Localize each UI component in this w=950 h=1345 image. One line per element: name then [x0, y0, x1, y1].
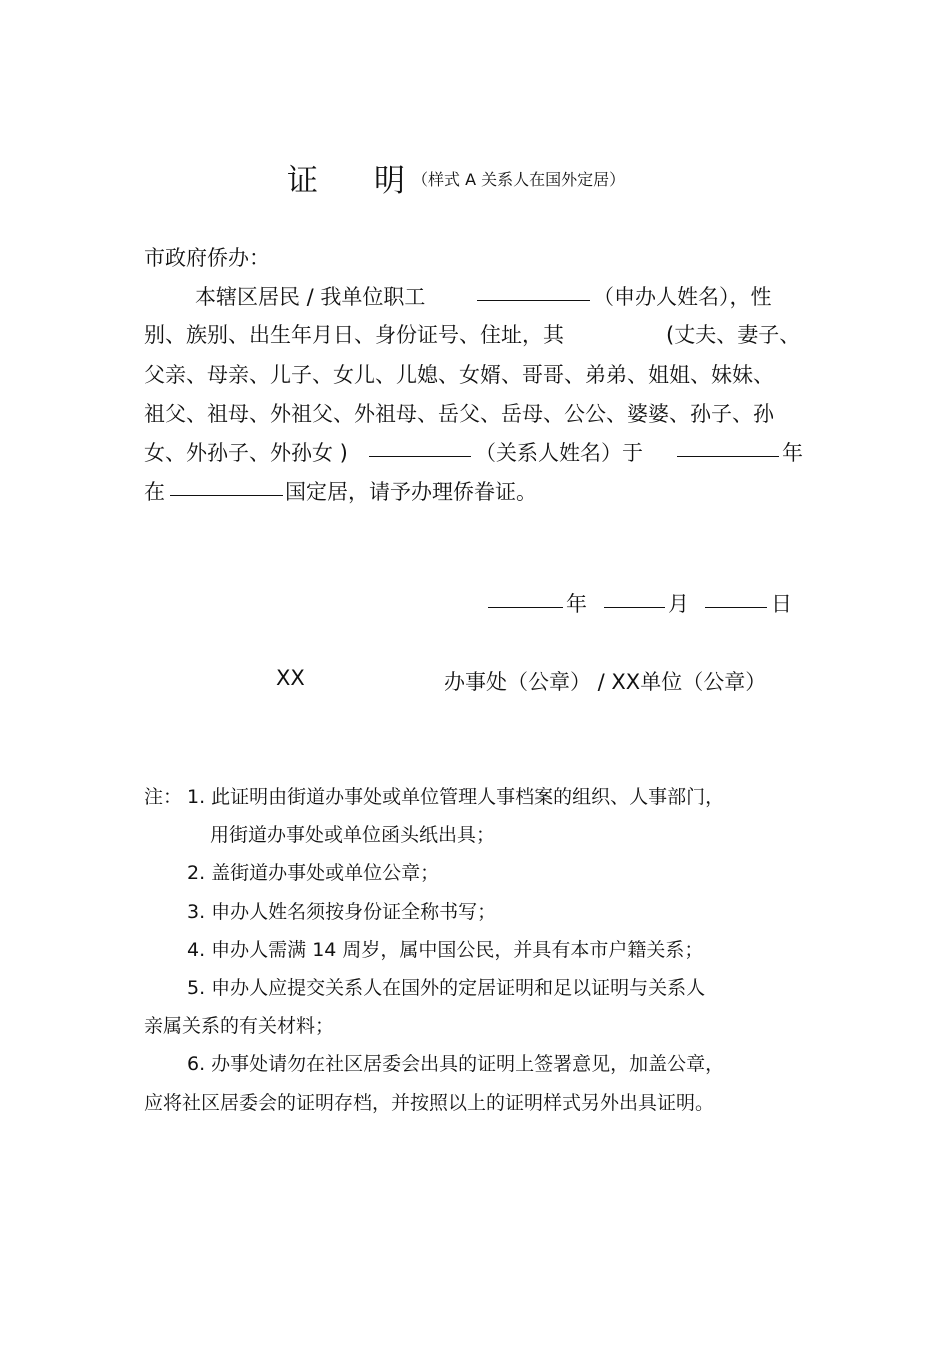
note-1b: 用街道办事处或单位函头纸出具； [210, 824, 496, 846]
year-blank [677, 440, 779, 457]
notes-label: 注： [144, 786, 183, 808]
title-char-1: 证 [287, 163, 318, 199]
body-line-2a: 别、族别、出生年月日、身份证号、住址，其 [144, 323, 564, 347]
body-line-1a: 本辖区居民 / 我单位职工 [195, 285, 426, 309]
salutation: 市政府侨办： [144, 246, 270, 270]
title-subtitle: （样式 A 关系人在国外定居） [412, 170, 626, 189]
body-line-3: 父亲、母亲、儿子、女儿、儿媳、女婿、哥哥、弟弟、姐姐、妹妹、 [144, 363, 774, 387]
body-line-2b: (丈夫、妻子、 [666, 323, 801, 347]
body-line-5a: 女、外孙子、外孙女 ) [144, 441, 348, 465]
note-1a: 1. 此证明由街道办事处或单位管理人事档案的组织、人事部门， [187, 786, 725, 808]
body-line-4: 祖父、祖母、外祖父、外祖母、岳父、岳母、公公、婆婆、孙子、孙 [144, 402, 774, 426]
note-5a: 5. 申办人应提交关系人在国外的定居证明和足以证明与关系人 [187, 977, 706, 999]
note-3: 3. 申办人姓名须按身份证全称书写； [187, 901, 497, 923]
body-line-6a: 在 [144, 480, 165, 504]
date-year-label: 年 [566, 592, 587, 616]
note-6b: 应将社区居委会的证明存档，并按照以上的证明样式另外出具证明。 [144, 1092, 715, 1114]
date-day-blank [705, 591, 767, 608]
note-4: 4. 申办人需满 14 周岁，属中国公民，并具有本市户籍关系； [187, 939, 704, 961]
note-2: 2. 盖街道办事处或单位公章； [187, 862, 440, 884]
title-char-2: 明 [374, 163, 405, 199]
relative-name-blank [369, 440, 471, 457]
country-blank [170, 479, 283, 496]
applicant-name-blank [477, 284, 590, 301]
date-month-blank [604, 591, 665, 608]
date-month-label: 月 [668, 592, 689, 616]
date-year-blank [488, 591, 563, 608]
note-5b: 亲属关系的有关材料； [144, 1015, 335, 1037]
body-line-5b: （关系人姓名）于 [475, 441, 643, 465]
note-6a: 6. 办事处请勿在社区居委会出具的证明上签署意见，加盖公章， [187, 1053, 725, 1075]
body-line-5c: 年 [782, 441, 803, 465]
seal-xx: XX [276, 666, 305, 690]
body-line-1b: （申办人姓名），性 [593, 285, 772, 309]
date-day-label: 日 [771, 592, 792, 616]
seal-text: 办事处（公章） / XX单位（公章） [444, 670, 767, 694]
body-line-6b: 国定居，请予办理侨眷证。 [285, 480, 537, 504]
